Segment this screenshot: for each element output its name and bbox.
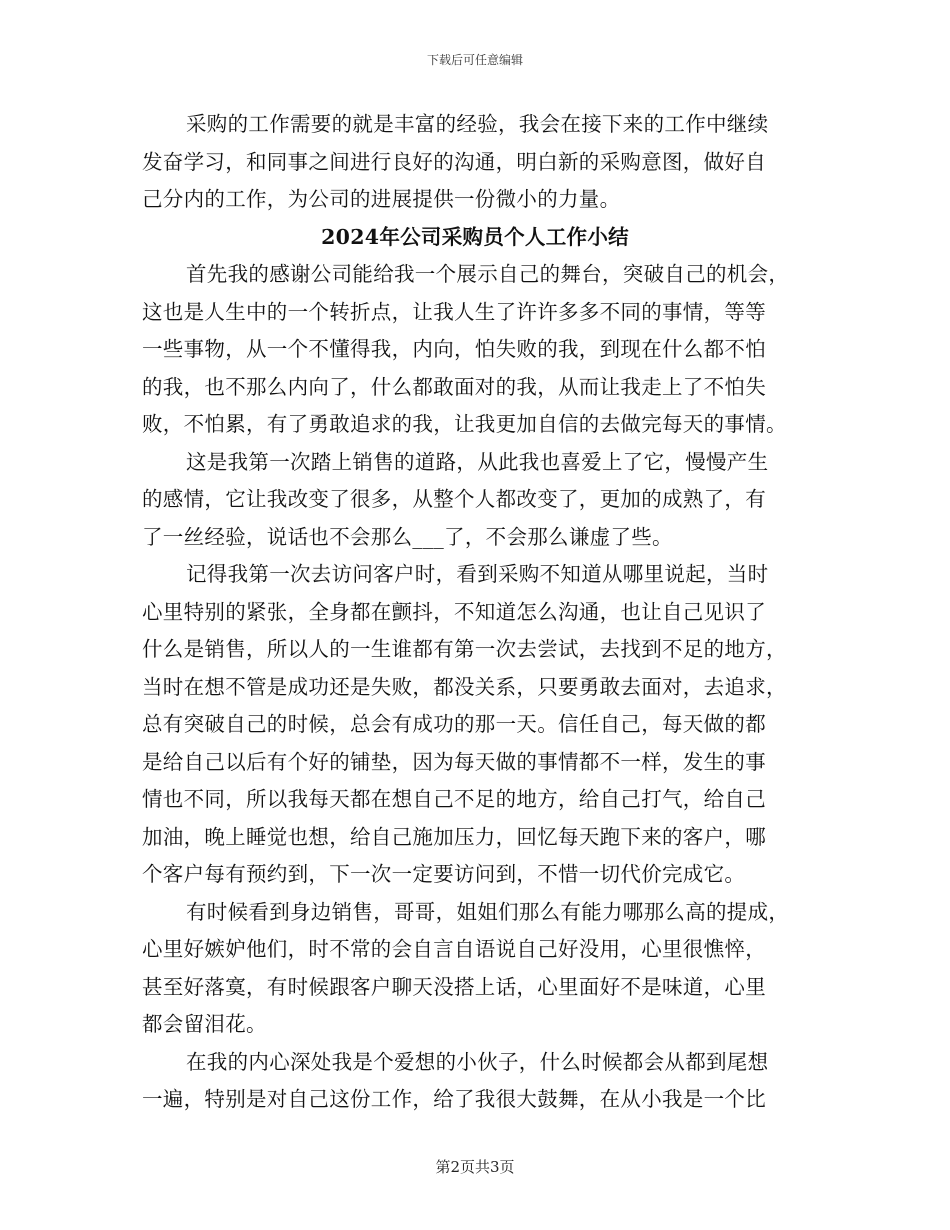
- paragraph-line: 在我的内心深处我是个爱想的小伙子，什么时候都会从都到尾想: [186, 1049, 769, 1074]
- paragraph-line: 这也是人生中的一个转折点，让我人生了许许多多不同的事情，等等: [142, 299, 766, 324]
- paragraph-line: 的感情，它让我改变了很多，从整个人都改变了，更加的成熟了，有: [142, 487, 766, 511]
- paragraph-line: 有时候看到身边销售，哥哥，姐姐们那么有能力哪那么高的提成，: [186, 899, 790, 924]
- paragraph-line: 什么是销售，所以人的一生谁都有第一次去尝试，去找到不足的地方，: [142, 637, 787, 661]
- paragraph-line: 了一丝经验，说话也不会那么___了，不会那么谦虚了些。: [142, 524, 673, 549]
- paragraph-line: 记得我第一次去访问客户时，看到采购不知道从哪里说起，当时: [186, 562, 769, 586]
- intro-line: 采购的工作需要的就是丰富的经验，我会在接下来的工作中继续: [186, 112, 769, 136]
- intro-line: 己分内的工作，为公司的进展提供一份微小的力量。: [142, 187, 621, 211]
- page-number: 第2页共3页: [435, 1158, 515, 1176]
- paragraph-line: 心里特别的紧张，全身都在颤抖，不知道怎么沟通，也让自己见识了: [142, 599, 766, 624]
- paragraph-line: 当时在想不管是成功还是失败，都没关系，只要勇敢去面对，去追求，: [142, 674, 787, 699]
- page-header-note: 下载后可任意编辑: [426, 53, 523, 67]
- paragraph-line: 败，不怕累，有了勇敢追求的我，让我更加自信的去做完每天的事情。: [142, 412, 787, 436]
- paragraph-line: 一些事物，从一个不懂得我，内向，怕失败的我，到现在什么都不怕: [142, 337, 766, 361]
- document-title: 2024年公司采购员个人工作小结: [321, 224, 629, 249]
- paragraph-line: 个客户每有预约到，下一次一定要访问到，不惜一切代价完成它。: [142, 862, 746, 886]
- paragraph-line: 的我，也不那么内向了，什么都敢面对的我，从而让我走上了不怕失: [142, 374, 766, 399]
- paragraph-line: 是给自己以后有个好的铺垫，因为每天做的事情都不一样，发生的事: [142, 749, 766, 774]
- paragraph-line: 总有突破自己的时候，总会有成功的那一天。信任自己，每天做的都: [142, 712, 766, 736]
- intro-line: 发奋学习，和同事之间进行良好的沟通，明白新的采购意图，做好自: [142, 149, 766, 174]
- paragraph-line: 加油，晚上睡觉也想，给自己施加压力，回忆每天跑下来的客户，哪: [142, 824, 766, 849]
- paragraph-line: 心里好嫉妒他们，时不常的会自言自语说自己好没用，心里很憔悴，: [142, 937, 766, 961]
- paragraph-line: 情也不同，所以我每天都在想自己不足的地方，给自己打气，给自己: [142, 787, 766, 811]
- document-body: [142, 106, 808, 1119]
- paragraph-line: 一遍，特别是对自己这份工作，给了我很大鼓舞，在从小我是一个比: [142, 1087, 766, 1111]
- paragraph-line: 这是我第一次踏上销售的道路，从此我也喜爱上了它，慢慢产生: [186, 449, 769, 474]
- paragraph-line: 甚至好落寞，有时候跟客户聊天没搭上话，心里面好不是味道，心里: [142, 974, 766, 999]
- paragraph-line: 首先我的感谢公司能给我一个展示自己的舞台，突破自己的机会，: [186, 262, 790, 286]
- paragraph-line: 都会留泪花。: [142, 1012, 267, 1036]
